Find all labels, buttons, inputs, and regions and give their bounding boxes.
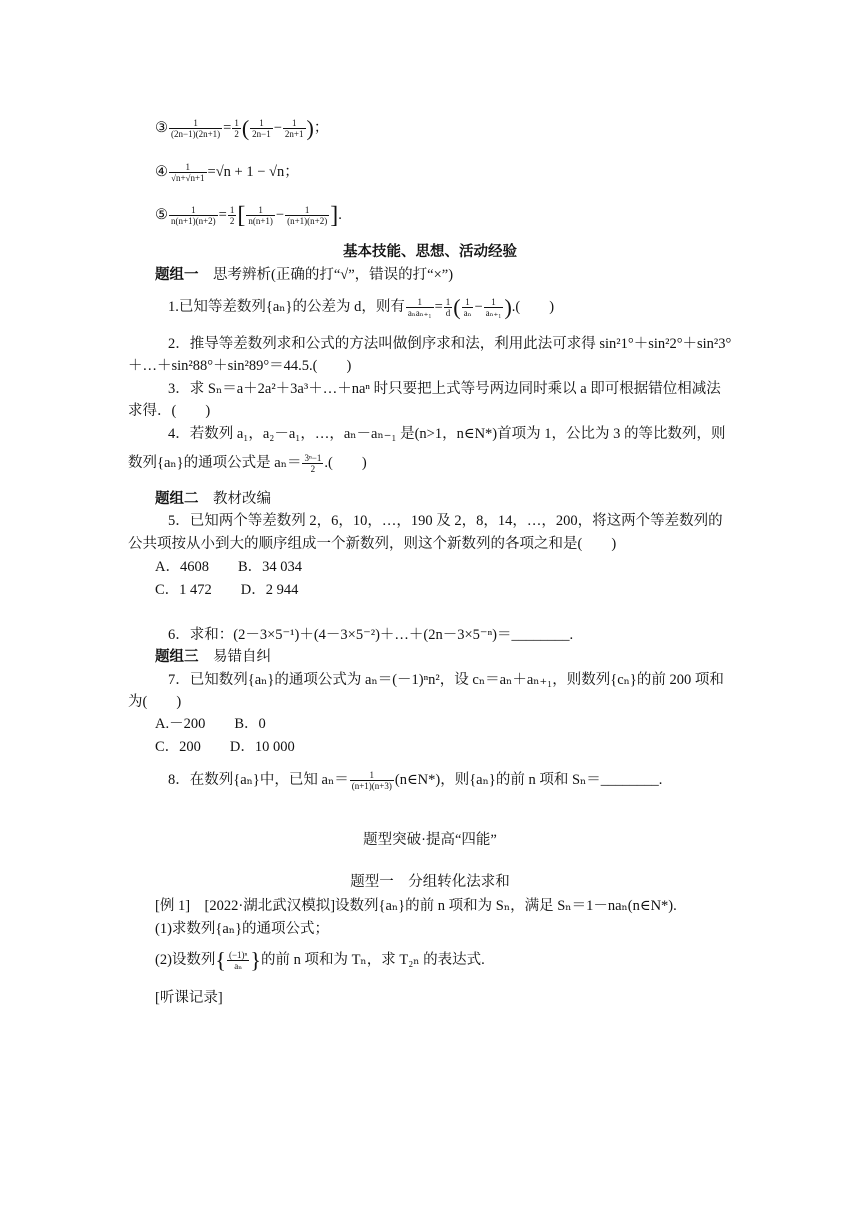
question-3-line1: 3．求 Sₙ＝a＋2a²＋3a³＋…＋naⁿ 时只要把上式等号两边同时乘以 a 即可根据错位相减法 [168,381,721,397]
question-8: 8．在数列{aₙ}中，已知 aₙ＝ $\frac{1}{(n+1)(n+3)}$ (n∈N*)，则{aₙ}的前 n 项和 Sₙ＝________. [168,770,663,792]
question-5-options-cd: C．1 472 D．2 944 [155,582,299,598]
question-5-line2: 公共项按从小到大的顺序组成一个新数列，则这个新数列的各项之和是( ) [128,536,617,552]
question-1: 1.已知等差数列{aₙ}的公差为 d，则有 $\frac{1}{\text{aₙaₙ₊₁}}$ = $\frac{1}{d}$ ( $\frac{1}{\text{aₙ}}$ − $\frac{1}{\text{aₙ₊₁}}$ ).( ) [168,294,555,320]
question-5-line1: 5．已知两个等差数列 2，6，10，…，190 及 2，8，14，…，200，将这两个等差数列的 [168,513,723,529]
question-7-options-ab: A.－200 B．0 [155,716,266,732]
section-title: 基本技能、思想、活动经验 [343,244,517,260]
formula-5: ⑤ $\frac{1}{n(n+1)(n+2)}$ = $\frac{1}{2}$ [ $\frac{1}{n(n+1)}$ − $\frac{1}{(n+1)(n+2)}$ ]. [155,202,342,229]
question-2-line2: ＋…＋sin²88°＋sin²89°＝44.5.( ) [128,358,352,374]
group3-heading: 题组三 易错自纠 [155,649,271,665]
question-4-line1: 4．若数列 a₁，a₂－a₁，…，aₙ－aₙ₋₁ 是(n>1，n∈N*)首项为 1，公比为 3 的等比数列，则 [168,426,726,442]
question-2-line1: 2．推导等差数列求和公式的方法叫做倒序求和法，利用此法可求得 sin²1°＋sin²2°＋sin²3° [168,336,732,352]
lecture-record-label: [听课记录] [155,990,223,1006]
formula-3: ③ $\frac{1}{(2n-1)(2n+1)}$ = $\frac{1}{2}$ ( $\frac{1}{2n-1}$ − $\frac{1}{2n+1}$ )； [155,115,329,141]
question-5-options-ab: A．4608 B．34 034 [155,559,303,575]
group2-heading: 题组二 教材改编 [155,491,271,507]
formula-4: ④ $\frac{1}{√n+√n+1}$ =√n + 1 − √n； [155,162,299,184]
example-1-line3: (2)设数列{ $\frac{\text{(−1)ⁿ}}{\text{aₙ}}$ }的前 n 项和为 Tₙ，求 T₂ₙ 的表达式. [155,947,485,973]
question-3-line2: 求得．( ) [128,403,211,419]
group1-heading: 题组一 思考辨析(正确的打“√”，错误的打“×”) [155,267,454,283]
type1-title: 题型一 分组转化法求和 [350,874,510,890]
example-1-line1: [例 1] [2022·湖北武汉模拟]设数列{aₙ}的前 n 项和为 Sₙ，满足 Sₙ＝1－naₙ(n∈N*). [155,898,677,914]
example-1-line2: (1)求数列{aₙ}的通项公式； [155,921,330,937]
question-4-line2: 数列{aₙ}的通项公式是 aₙ＝ $\frac{\text{3ⁿ−1}}{2}$ .( ) [128,453,367,475]
part-title: 题型突破·提高“四能” [363,832,497,848]
question-7-options-cd: C．200 D．10 000 [155,739,295,755]
question-6: 6．求和：(2－3×5⁻¹)＋(4－3×5⁻²)＋…＋(2n－3×5⁻ⁿ)＝________. [168,627,574,643]
question-7-line1: 7．已知数列{aₙ}的通项公式为 aₙ＝(－1)ⁿn²，设 cₙ＝aₙ＋aₙ₊₁，则数列{cₙ}的前 200 项和 [168,672,724,688]
question-7-line2: 为( ) [128,694,182,710]
